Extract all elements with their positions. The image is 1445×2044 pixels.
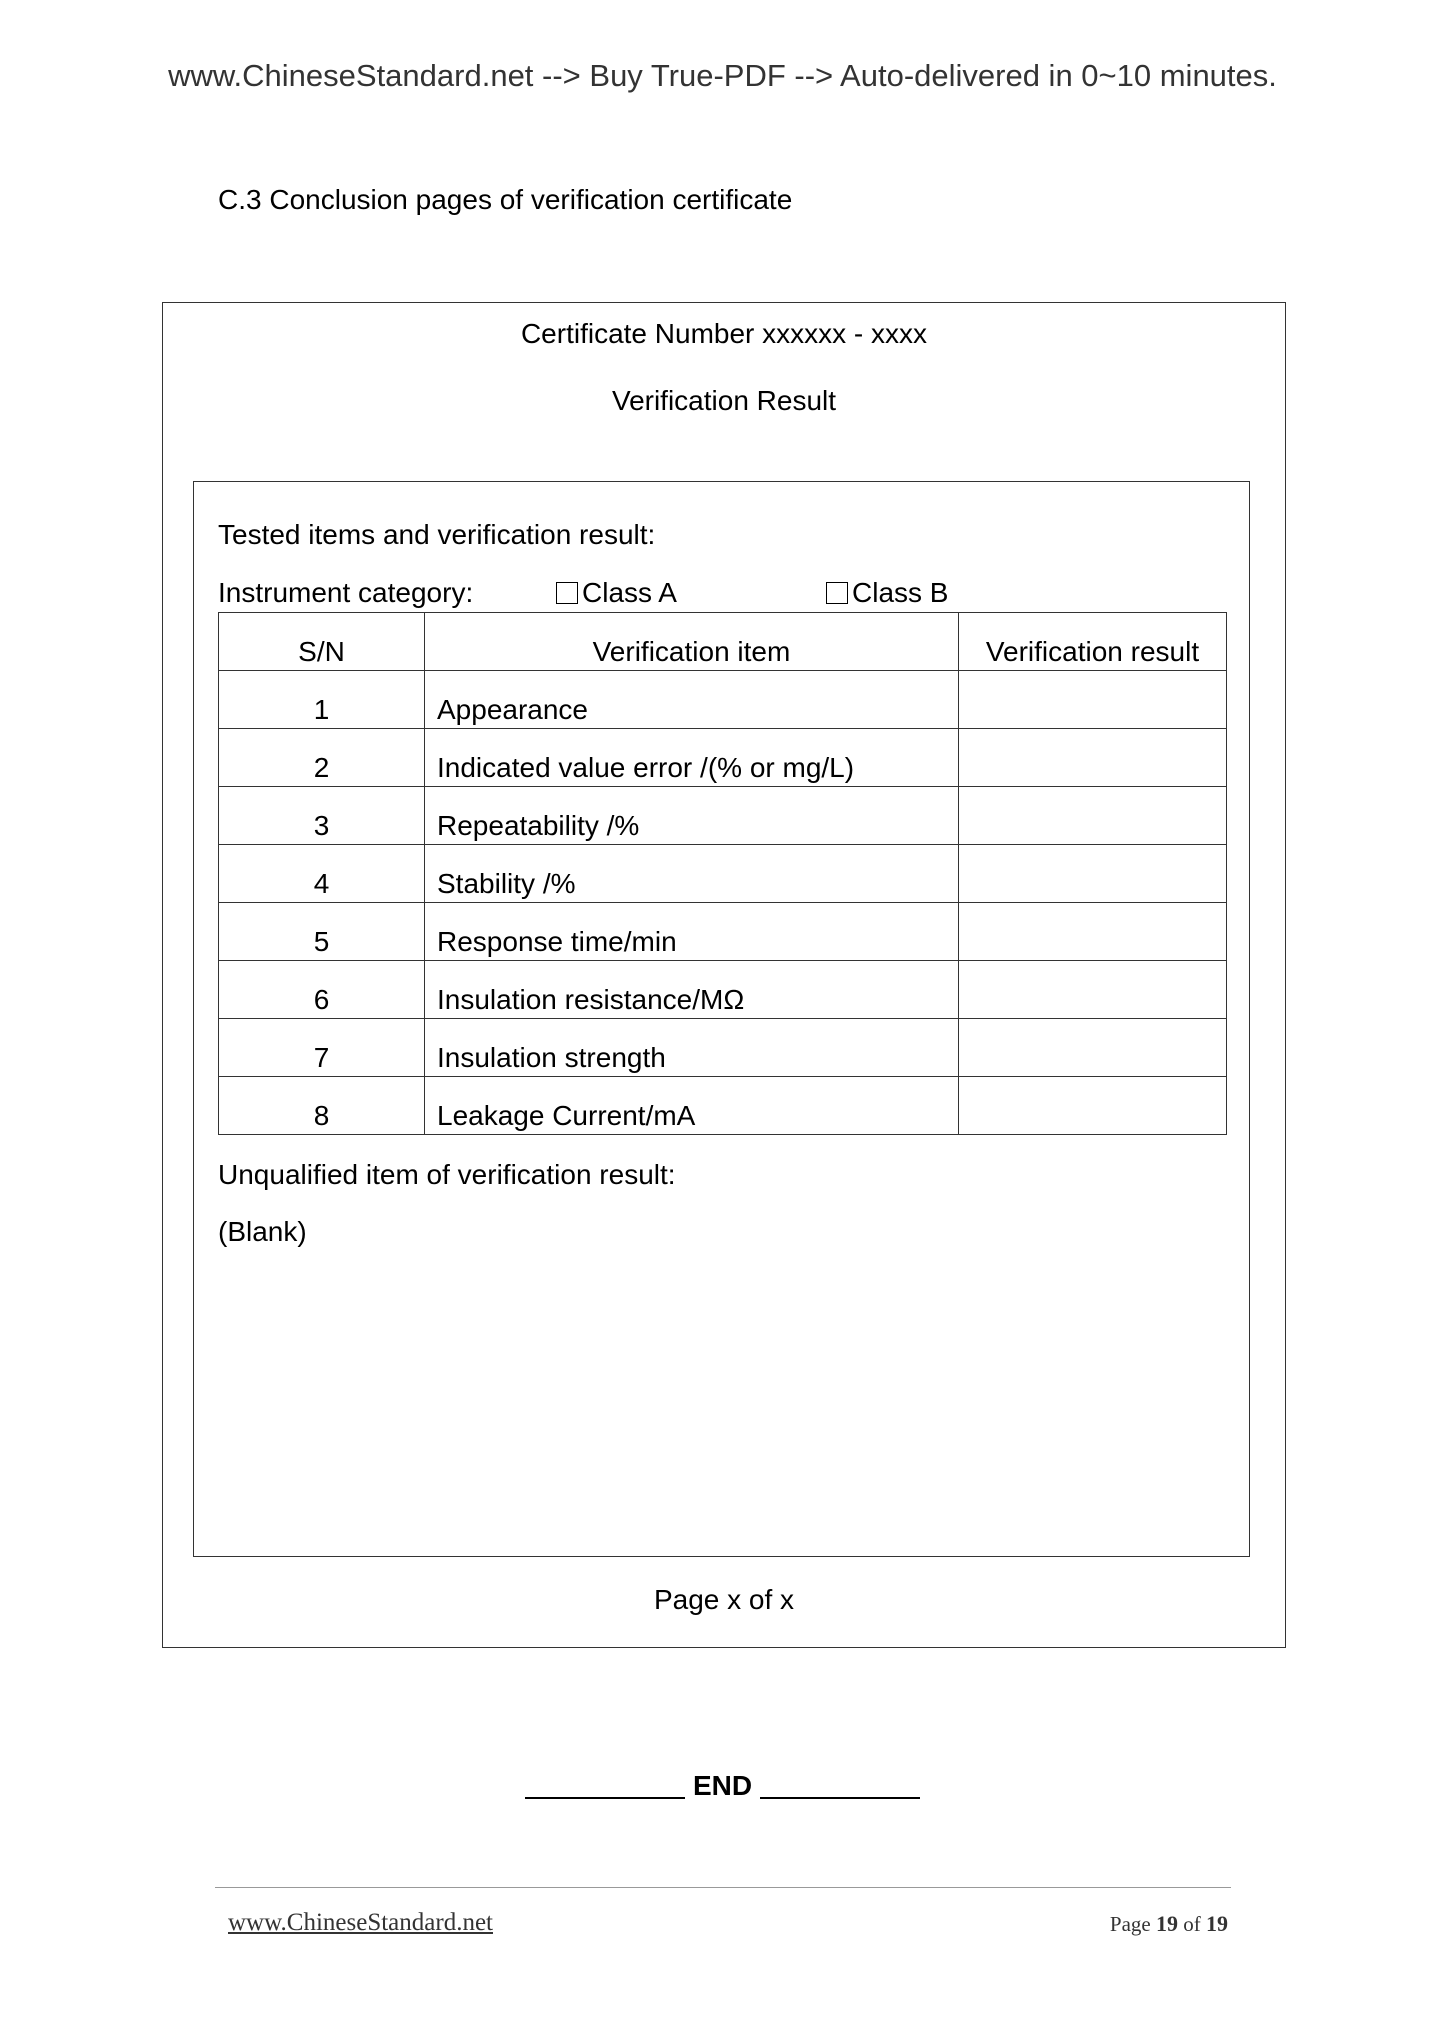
table-row xyxy=(219,729,1227,787)
class-b-label: Class B xyxy=(852,577,949,608)
row-result xyxy=(959,1077,1227,1135)
end-rule-right xyxy=(760,1797,920,1799)
row-sn: 6 xyxy=(219,961,425,1019)
row-result xyxy=(959,845,1227,903)
class-a-label: Class A xyxy=(582,577,677,608)
row-item: Response time/min xyxy=(425,903,959,961)
table-row xyxy=(219,787,1227,845)
class-b-checkbox[interactable] xyxy=(826,582,848,604)
tested-items-label: Tested items and verification result: xyxy=(218,519,656,550)
footer-page-number xyxy=(1100,1911,1228,1937)
end-rule-left xyxy=(525,1797,685,1799)
footer-link[interactable]: www.ChineseStandard.net xyxy=(228,1909,493,1936)
row-item: Indicated value error /(% or mg/L) xyxy=(425,729,959,787)
end-marker xyxy=(0,1770,1445,1802)
table-row xyxy=(219,671,1227,729)
certificate-page-label: Page x of x xyxy=(653,1584,795,1615)
footer-divider xyxy=(215,1887,1231,1888)
header-verification-result: Verification result xyxy=(959,613,1227,671)
row-sn: 7 xyxy=(219,1019,425,1077)
footer-page-current: 19 xyxy=(1156,1911,1178,1936)
row-result xyxy=(959,671,1227,729)
table-row xyxy=(219,845,1227,903)
row-item: Appearance xyxy=(425,671,959,729)
footer-page-of: of xyxy=(1183,1912,1201,1936)
class-b-option[interactable] xyxy=(826,577,948,609)
row-result xyxy=(959,961,1227,1019)
instrument-category-label: Instrument category: xyxy=(218,577,474,608)
table-row xyxy=(219,1077,1227,1135)
header-verification-item: Verification item xyxy=(425,613,959,671)
row-result xyxy=(959,903,1227,961)
verification-result-title: Verification Result xyxy=(611,385,837,416)
class-a-option[interactable] xyxy=(556,577,677,609)
row-result xyxy=(959,787,1227,845)
row-sn: 5 xyxy=(219,903,425,961)
row-result xyxy=(959,729,1227,787)
section-heading: C.3 Conclusion pages of verification certificate xyxy=(218,184,793,215)
footer-page-total: 19 xyxy=(1206,1911,1228,1936)
class-a-checkbox[interactable] xyxy=(556,582,578,604)
table-row xyxy=(219,1019,1227,1077)
header-sn: S/N xyxy=(219,613,425,671)
row-sn: 1 xyxy=(219,671,425,729)
row-result xyxy=(959,1019,1227,1077)
table-row xyxy=(219,961,1227,1019)
certificate-number: Certificate Number xxxxxx - xxxx xyxy=(520,318,928,349)
footer-page-word: Page xyxy=(1109,1912,1151,1936)
row-item: Stability /% xyxy=(425,845,959,903)
row-item: Leakage Current/mA xyxy=(425,1077,959,1135)
blank-note: (Blank) xyxy=(218,1216,307,1247)
row-sn: 2 xyxy=(219,729,425,787)
row-sn: 3 xyxy=(219,787,425,845)
table-header-row xyxy=(219,613,1227,671)
banner-link[interactable]: www.ChineseStandard.net --> Buy True-PDF --> Auto-delivered in 0~10 minutes. xyxy=(168,58,1277,93)
row-item: Insulation strength xyxy=(425,1019,959,1077)
verification-table xyxy=(218,612,1227,1135)
row-item: Insulation resistance/MΩ xyxy=(425,961,959,1019)
end-label: END xyxy=(692,1770,753,1801)
table-row xyxy=(219,903,1227,961)
row-item: Repeatability /% xyxy=(425,787,959,845)
unqualified-items-label: Unqualified item of verification result: xyxy=(218,1159,676,1190)
row-sn: 8 xyxy=(219,1077,425,1135)
row-sn: 4 xyxy=(219,845,425,903)
